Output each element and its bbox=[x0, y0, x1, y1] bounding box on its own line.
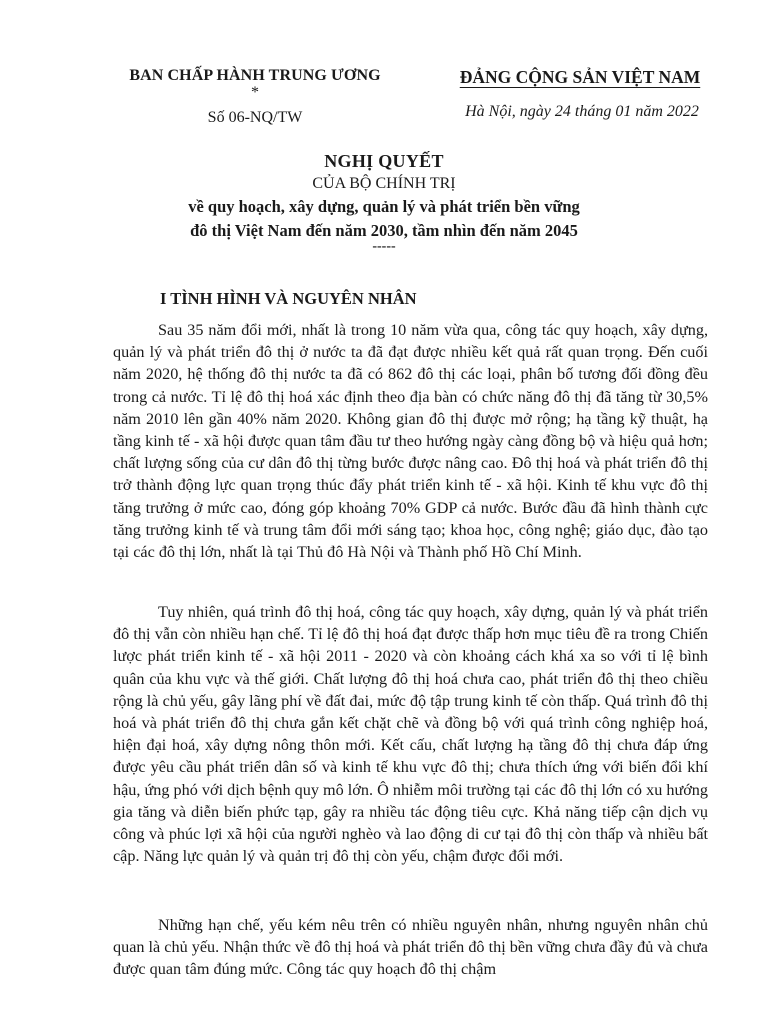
document-number: Số 06-NQ/TW bbox=[207, 109, 303, 126]
title-block bbox=[0, 150, 768, 254]
place-date: Hà Nội, ngày 24 tháng 01 năm 2022 bbox=[465, 103, 699, 120]
document-topic-line-1: về quy hoạch, xây dựng, quản lý và phát triển bền vững bbox=[188, 197, 580, 216]
section-heading: I TÌNH HÌNH VÀ NGUYÊN NHÂN bbox=[160, 289, 417, 308]
party-name: ĐẢNG CỘNG SẢN VIỆT NAM bbox=[459, 67, 701, 87]
document-topic-line-2: đô thị Việt Nam đến năm 2030, tầm nhìn đến năm 2045 bbox=[190, 221, 578, 240]
body-paragraph: Tuy nhiên, quá trình đô thị hoá, công tác quy hoạch, xây dựng, quản lý và phát triển đô thị vẫn còn nhiều hạn chế. Tỉ lệ đô thị hoá đạt được thấp hơn mục tiêu đề ra trong Chiến lược phát triển kinh tế - xã hội 2011 - 2020 và còn khoảng cách khá xa so với tỉ lệ bình quân của khu vực và thế giới. Chất lượng đô thị hoá chưa cao, phát triển đô thị theo chiều rộng là chủ yếu, gây lãng phí về đất đai, mức độ tập trung kinh tế còn thấp. Quá trình đô thị hoá và phát triển đô thị chưa gắn kết chặt chẽ và đồng bộ với quá trình công nghiệp hoá, hiện đại hoá, xây dựng nông thôn mới. Kết cấu, chất lượng hạ tầng đô thị chưa đáp ứng được yêu cầu phát triển dân số và kinh tế khu vực đô thị; chưa thích ứng với biến đổi khí hậu, ứng phó với dịch bệnh quy mô lớn. Ô nhiễm môi trường tại các đô thị lớn có xu hướng gia tăng và diễn biến phức tạp, gây ra nhiều tác động tiêu cực. Khả năng tiếp cận dịch vụ công và phúc lợi xã hội của người nghèo và lao động di cư tại đô thị còn thấp và nhiều bất cập. Năng lực quản lý và quản trị đô thị còn yếu, chậm được đổi mới. bbox=[113, 603, 708, 866]
body-paragraph: Sau 35 năm đổi mới, nhất là trong 10 năm vừa qua, công tác quy hoạch, xây dựng, quản lý và phát triển đô thị ở nước ta đã đạt được nhiều kết quả rất quan trọng. Đến cuối năm 2020, hệ thống đô thị nước ta đã có 862 đô thị các loại, phân bố tương đối đồng đều trong cả nước. Tỉ lệ đô thị hoá xác định theo địa bàn có chức năng đô thị đã tăng từ 30,5% năm 2010 lên gần 40% năm 2020. Không gian đô thị được mở rộng; hạ tầng kỹ thuật, hạ tầng kinh tế - xã hội được quan tâm đầu tư theo hướng ngày càng đồng bộ và hiệu quả hơn; chất lượng sống của cư dân đô thị từng bước được nâng cao. Đô thị hoá và phát triển đô thị trở thành động lực quan trọng thúc đẩy phát triển kinh tế - xã hội. Kinh tế khu vực đô thị tăng trưởng ở mức cao, đóng góp khoảng 70% GDP cả nước. Bước đầu đã hình thành cực tăng trưởng kinh tế và trung tâm đổi mới sáng tạo; khoa học, công nghệ; giáo dục, đào tạo tại các đô thị lớn, nhất là tại Thủ đô Hà Nội và Thành phố Hồ Chí Minh. bbox=[113, 321, 708, 562]
document-type: NGHỊ QUYẾT bbox=[324, 151, 444, 171]
issuer-name: BAN CHẤP HÀNH TRUNG ƯƠNG bbox=[129, 67, 381, 84]
title-separator: ----- bbox=[372, 239, 396, 254]
party-block bbox=[430, 66, 730, 122]
body-paragraph: Những hạn chế, yếu kém nêu trên có nhiều nguyên nhân, nhưng nguyên nhân chủ quan là chủ yếu. Nhận thức về đô thị hoá và phát triển đô thị bền vững chưa đầy đủ và chưa được quan tâm đúng mức. Công tác quy hoạch đô thị chậm bbox=[113, 916, 708, 979]
issuer-star: * bbox=[251, 84, 259, 101]
issuer-block bbox=[110, 66, 400, 128]
document-subtitle: CỦA BỘ CHÍNH TRỊ bbox=[312, 175, 456, 192]
